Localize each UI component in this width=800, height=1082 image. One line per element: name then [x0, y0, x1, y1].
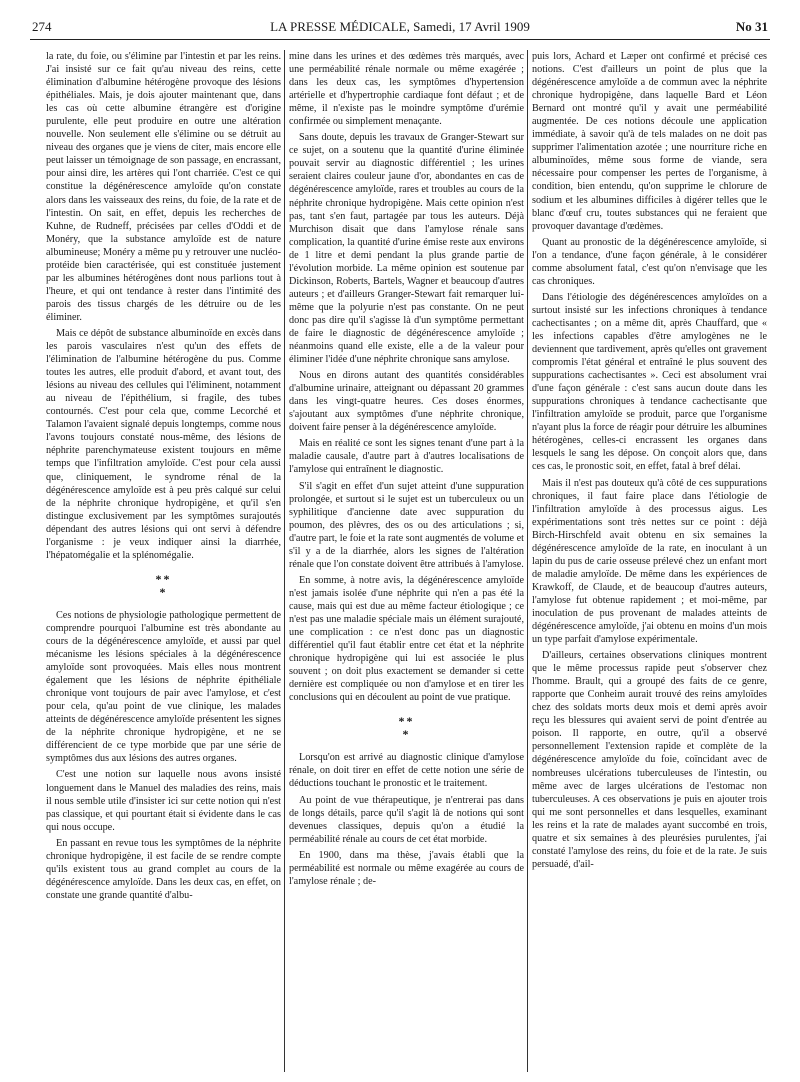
paragraph: En 1900, dans ma thèse, j'avais établi que la perméabilité est normale ou même exagérée au cours de l'amylose rénale ; de-: [289, 849, 524, 887]
paragraph: Quant au pronostic de la dégénérescence amyloïde, si l'on a tendance, d'une façon générale, à le considérer comme absolument fatal, c'est qu'on n'envisage que les cas chroniques.: [532, 236, 767, 287]
text-column-2: [289, 50, 524, 891]
text-column-1: [46, 50, 281, 905]
paragraph: Ces notions de physiologie pathologique permettent de comprendre pourquoi l'albumine est très abondante au cours de la dégénérescence amyloïde, et aussi par quel mécanisme les lésions spéciales à la dégénérescence amyloïde sont provoquées. Mais elles nous montrent également que les lésions de néphrite épithéliale chronique vont toujours de pair avec l'amylose, et c'est pour cela, qu'au point de vue clinique, les malades atteints de dégénérescence amyloïde présentent les signes de la néphrite chronique hydropigène, et ne se différencient de ce type morbide que par une série de symptômes dus aux lésions des autres organes.: [46, 609, 281, 765]
paragraph: C'est une notion sur laquelle nous avons insisté longuement dans le Manuel des maladies des reins, mais il nous semble utile d'insister ici sur cette notion qui n'est pas classique, et qui pourtant était si évidente dans le cas qui nous occupe.: [46, 769, 281, 833]
section-separator: ** *: [398, 714, 415, 742]
paragraph: Mais ce dépôt de substance albuminoïde en excès dans les parois vasculaires n'est qu'un des effets de l'élimination de l'albumine hétérogène du pus. Comme toutes les autres, elle produit d'abord, et avant tout, des lésions au niveau des cellules qui l'éliminent, notamment au niveau de l'épithélium, si fragile, des tubes contournés. C'est pour cela que, comme Lecorché et Talamon l'avaient signalé depuis longtemps, comme nous l'avons toujours constaté nous-même, des lésions de néphrite parenchymateuse existent toujours en même temps que l'infiltration amyloïde. C'est pour cela aussi que, cliniquement, le syndrome rénal de la dégénérescence amyloïde est à peu près calqué sur celui de la néphrite chronique hydropigène, et qu'il s'en distingue exclusivement par les symptômes surajoutés dépendant des autres lésions qui ont servi à défendre l'organisme : je veux indiquer ainsi la diarrhée, l'hépatomégalie et la splénomégalie.: [46, 327, 281, 561]
paragraph: mine dans les urines et des œdèmes très marqués, avec une perméabilité rénale normale ou même exagérée ; dans les deux cas, les symptômes d'hypertension artérielle et d'hypertrophie cardiaque font défaut ; et de même, il n'existe pas le moindre symptôme d'urémie confirmée ou simplement menaçante.: [289, 51, 524, 128]
page-header: [30, 17, 770, 40]
paragraph: En passant en revue tous les symptômes de la néphrite chronique hydropigène, il est facile de se rendre compte qu'ils existent tous au grand complet au cours de la dégénérescence amyloïde. Dans les deux cas, en effet, on constate une grande quantité d'albu-: [46, 837, 281, 901]
paragraph: En somme, à notre avis, la dégénérescence amyloïde n'est jamais isolée d'une néphrite qui n'en a pas été la cause, mais qui est due au même facteur étiologique ; ce n'est pas une maladie spéciale mais un élément surajouté, une complication : ce n'est donc pas un diagnostic différentiel qu'il faut établir entre cet état et la néphrite chronique hydropigène qui lui est associée le plus souvent ; on doit plus exactement se demander si cette dernière est compliquée ou non d'amylose et en tirer les conclusions qui en découlent au point de vue pratique.: [289, 574, 524, 704]
column-divider: [284, 50, 285, 1072]
paragraph: Mais en réalité ce sont les signes tenant d'une part à la maladie causale, d'autre part à d'autres localisations de l'amylose qui entraînent le diagnostic.: [289, 438, 524, 476]
paragraph: Mais il n'est pas douteux qu'à côté de ces suppurations chroniques, il faut faire place dans l'étiologie de l'infiltration amyloïde à des processus aigus. Les expérimentations sont très nettes sur ce point : déjà Birch-Hirschfeld avait obtenu en six semaines la dégénérescence amyloïde de la rate, en inoculant à un lapin du pus de carie osseuse prélevé chez un enfant mort de maladie amyloïde. De même dans les expériences de Krawkoff, de Claude, et de beaucoup d'autres auteurs, l'amylose fut obtenue rapidement ; et moi-même, par inoculation de pus provenant de malades atteints de dégénérescence amyloïde, j'ai obtenu en moins d'un mois un type parfait d'amylose expérimentale.: [532, 477, 767, 646]
paragraph: puis lors, Achard et Læper ont confirmé et précisé ces notions. C'est d'ailleurs un point de plus que la dégénérescence amyloïde a de commun avec la néphrite chronique hydropigène, dans laquelle Bard et Léon Bernard ont montré qu'il y avait une perméabilité augmentée. De ces notions découle une application immédiate, à savoir qu'à de tels malades on ne doit pas supprimer l'alimentation azotée ; une nourriture riche en albuminoïdes, même sous forme de viande, sera nécessaire pour compenser les pertes de l'organisme, à condition, bien entendu, qu'on supprime le chlorure de sodium et les albumines difficiles à digérer telles que le blanc d'œuf cru, toutes substances qui ne feraient que provoquer davantage d'œdèmes.: [532, 51, 767, 232]
paragraph: la rate, du foie, ou s'élimine par l'intestin et par les reins. J'ai insisté sur ce fait qu'au niveau des reins, cette élimination d'albumine hétérogène provoque des lésions épithéliales. Mais, je dois ajouter maintenant que, dans les cas où cette albumine étrangère est d'origine purulente, elle peut produire en outre une altération nouvelle. Non seulement elle s'élimine ou se détruit au niveau des organes que je viens de citer, mais encore elle peut laisser un témoignage de son passage, en encrassant, pour ainsi dire, les artères qui l'ont charriée. C'est ce qui constitue la dégénérescence amyloïde qu'on constate alors dans les vaisseaux des reins, du foie, de la rate et de l'intestin. On sait, en effet, depuis les recherches de Kuhne, de Rudneff, précisées par celles d'Oddi et de Monéry, que la substance amyloïde est de nature albumineuse; Monéry a même pu y retrouver une nucléo-protéide bien caractérisée, qui est constituée justement par les albumines hétérogènes dont nous parlions tout à l'heure, et qui ont tendance à rester dans l'intimité des parois des tissus chargés de les détruire ou de les éliminer.: [46, 51, 281, 323]
issue-number: No 31: [735, 19, 768, 34]
paragraph: Dans l'étiologie des dégénérescences amyloïdes on a surtout insisté sur les infections chroniques à tendance cachectisantes ; on a même dit, après Chauffard, que « les infections capables d'être amylogènes ne le deviennent que tardivement, après qu'elles ont gravement compromis l'état général et entraîné le plus souvent des suppurations cachectisantes ». Ceci est absolument vrai d'une façon générale : c'est sans aucun doute dans les suppurations chroniques à tendance cachectisante que l'infiltration amyloïde se produit, parce que l'organisme n'ayant plus la force de réagir pour détruire les albumines hétérogènes, celles-ci encrassent les organes dans lesquels le sang les dépose. On conçoit alors que, dans ces cas, le pronostic soit, en effet, fatal à bref délai.: [532, 291, 767, 473]
page-number: 274: [32, 19, 52, 34]
paragraph: Sans doute, depuis les travaux de Granger-Stewart sur ce sujet, on a soutenu que la quantité d'urine éliminée pouvait servir au diagnostic différentiel ; les urines seraient claires couleur jaune d'or, abondantes en cas de dégénérescence amyloïde, rares et troubles au cours de la néphrite chronique hydropigène. Mais cette opinion n'est pas, tant s'en faut, partagée par tous les auteurs. Déjà Murchison disait que dans l'amylose rénale sans complication, la quantité d'urine émise reste aux environs de 1 litre et demi pendant la plus grande partie de l'évolution morbide. La même opinion est soutenue par Dickinson, Roberts, Bartels, Wagner et beaucoup d'autres auteurs ; et d'ailleurs Granger-Stewart fait remarquer lui-même que la polyurie n'est pas constante. On ne peut donc pas dire qu'il s'agisse là d'un symptôme permettant de faire le diagnostic de dégénérescence amyloïde ; néanmoins quand elle existe, elle a de la valeur pour éliminer l'idée d'une néphrite chronique sans amylose.: [289, 132, 524, 366]
paragraph: Lorsqu'on est arrivé au diagnostic clinique d'amylose rénale, on doit tirer en effet de cette notion une série de déductions touchant le pronostic et le traitement.: [289, 752, 524, 790]
paragraph: Au point de vue thérapeutique, je n'entrerai pas dans de longs détails, parce qu'il s'agit là de notions qui sont devenues classiques, depuis qu'on a étudié la perméabilité rénale au cours de cet état morbide.: [289, 794, 524, 845]
paragraph: Nous en dirons autant des quantités considérables d'albumine urinaire, atteignant ou dépassant 20 grammes dans les vingt-quatre heures. Ces doses énormes, s'ajoutant aux symptômes d'une néphrite chronique, doivent faire penser à la dégénérescence amyloïde.: [289, 370, 524, 434]
paragraph: S'il s'agit en effet d'un sujet atteint d'une suppuration prolongée, et surtout si le sujet est un tuberculeux ou un syphilitique d'ancienne date avec suppuration du poumon, des plèvres, des os ou des articulations ; si, d'autre part, le foie et la rate sont augmentés de volume et s'il y a de la diarrhée, alors les signes de l'altération rénale que l'on constate doivent être attribués à l'amylose.: [289, 480, 524, 570]
journal-title: LA PRESSE MÉDICALE, Samedi, 17 Avril 1909: [270, 19, 530, 34]
column-divider: [527, 50, 528, 1072]
text-column-3: [532, 50, 767, 874]
section-separator: ** *: [155, 571, 172, 599]
paragraph: D'ailleurs, certaines observations cliniques montrent que le même processus rapide peut s'observer chez l'homme. Brault, qui a groupé des faits de ce genre, rapporte que Conheim aurait trouvé des reins amyloïdes chez des soldats morts deux mois et demi après avoir reçu les blessures qui avaient servi de point d'entrée au poison. Il rapporte, en outre, qu'il a observé personnellement l'extension rapide et complète de la dégénérescence amyloïde du foie, coïncidant avec de nombreuses ulcérations tuberculeuses de l'intestin, ou même avec de larges ulcérations de l'estomac non tuberculeuses. A ces observations je puis en ajouter trois qui me sont personnelles et dans lesquelles, examinant les reins et la rate de malades ayant succombé en trois, quatre et six semaines à des pleurésies purulentes, j'ai constaté l'amylose des reins, du foie et de la rate. Je suis persuadé, d'ail-: [532, 650, 767, 870]
